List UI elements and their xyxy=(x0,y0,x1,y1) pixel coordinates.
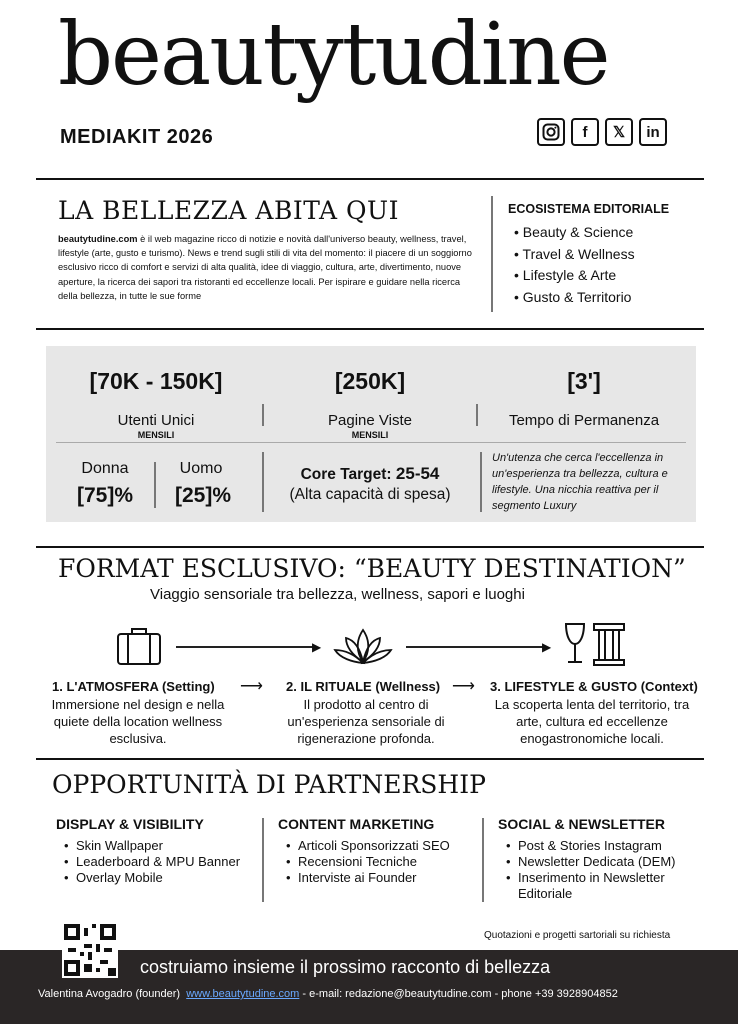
wine-column-icon xyxy=(562,620,628,668)
step-2-title: 2. IL RITUALE (Wellness) xyxy=(286,679,441,694)
list-item: • Newsletter Dedicata (DEM) xyxy=(506,854,706,870)
quote-note: Quotazioni e progetti sartoriali su richiesta xyxy=(484,930,671,941)
divider xyxy=(36,178,704,180)
time-label: Tempo di Permanenza xyxy=(508,412,660,429)
uomo-label: Uomo xyxy=(179,460,223,477)
divider xyxy=(480,452,482,512)
arrow-line xyxy=(406,646,546,648)
lotus-icon xyxy=(332,626,394,668)
intro-body: è il web magazine ricco di notizie e novità dall'universo beauty, wellness, travel, lifestyle (arte, gusto e turismo). News e trend sugli stili di vita del momento: il piacere di un soggiorno esclusivo ricco di comfort e servizi di alta qualità, idee di viaggio, cultura, arte, divertimento, nuove aperture, la ricerca dei sapori tra ristoranti ed eccellenze locali. Per ispirare e guidare nella ricerca della bellezza, in tutte le sue forme xyxy=(58,234,472,301)
ecosystem-title: ECOSISTEMA EDITORIALE xyxy=(508,202,670,216)
users-sub: MENSILI xyxy=(137,430,175,440)
divider xyxy=(36,328,704,330)
logo: beautytudine xyxy=(58,5,609,105)
social-title: SOCIAL & NEWSLETTER xyxy=(498,816,665,832)
list-item: • Articoli Sponsorizzati SEO xyxy=(286,838,476,854)
users-label: Utenti Unici xyxy=(117,412,195,429)
x-icon[interactable]: 𝕏 xyxy=(605,118,633,146)
donna-value: [75]% xyxy=(76,484,134,507)
list-item: • Overlay Mobile xyxy=(64,870,244,886)
display-list xyxy=(64,838,244,886)
display-title: DISPLAY & VISIBILITY xyxy=(56,816,204,832)
divider xyxy=(154,462,156,508)
divider xyxy=(482,818,484,902)
format-title: FORMAT ESCLUSIVO: “BEAUTY DESTINATION” xyxy=(58,554,686,583)
intro-title: LA BELLEZZA ABITA QUI xyxy=(58,196,399,225)
partnership-title: OPPORTUNITÀ DI PARTNERSHIP xyxy=(52,770,486,799)
pages-sub: MENSILI xyxy=(351,430,389,440)
core-value: 25-54 xyxy=(395,464,440,483)
format-subtitle: Viaggio sensoriale tra bellezza, wellness, sapori e luoghi xyxy=(150,586,525,603)
uomo-value: [25]% xyxy=(174,484,232,507)
divider xyxy=(491,196,493,312)
facebook-icon[interactable]: f xyxy=(571,118,599,146)
phone-text: - phone +39 3928904852 xyxy=(494,988,618,1000)
website-link[interactable]: www.beautytudine.com xyxy=(186,988,300,1000)
linkedin-icon[interactable]: in xyxy=(639,118,667,146)
divider xyxy=(262,452,264,512)
time-value: [3'] xyxy=(567,368,601,394)
users-value: [70K - 150K] xyxy=(89,368,223,394)
email-text[interactable]: - e-mail: redazione@beautytudine.com xyxy=(302,988,492,1000)
arrow-line xyxy=(176,646,316,648)
intro-text xyxy=(58,232,476,303)
step-3-text: La scoperta lenta del territorio, tra arte, cultura ed eccellenze enogastronomiche locali. xyxy=(494,697,690,746)
arrow-icon: ⟶ xyxy=(240,678,263,695)
step-1-title: 1. L'ATMOSFERA (Setting) xyxy=(52,679,215,694)
divider xyxy=(36,758,704,760)
suitcase-icon xyxy=(116,626,162,666)
core-sub: (Alta capacità di spesa) xyxy=(289,486,451,503)
step-1-text: Immersione nel design e nella quiete della location wellness esclusiva. xyxy=(51,697,225,746)
list-item: • Post & Stories Instagram xyxy=(506,838,706,854)
list-item: • Recensioni Tecniche xyxy=(286,854,476,870)
list-item: • Skin Wallpaper xyxy=(64,838,244,854)
pages-value: [250K] xyxy=(334,368,406,394)
arrow-icon: ⟶ xyxy=(452,678,475,695)
step-3-title: 3. LIFESTYLE & GUSTO (Context) xyxy=(490,679,698,694)
content-list xyxy=(286,838,476,886)
intro-site: beautytudine.com xyxy=(58,234,138,244)
list-item: • Interviste ai Founder xyxy=(286,870,476,886)
footer-contact xyxy=(38,988,618,1000)
donna-label: Donna xyxy=(81,460,129,477)
divider xyxy=(262,818,264,902)
list-item: • Gusto & Territorio xyxy=(514,287,635,309)
arrow-head-icon: ▶ xyxy=(542,640,552,654)
arrow-head-icon: ▶ xyxy=(312,640,322,654)
luxury-text: Un'utenza che cerca l'eccellenza in un'esperienza tra bellezza, cultura e lifestyle. Una nicchia reattiva per il segmento Luxury xyxy=(492,452,668,512)
divider xyxy=(56,442,686,443)
divider xyxy=(262,404,264,426)
instagram-icon[interactable] xyxy=(537,118,565,146)
pages-label: Pagine Viste xyxy=(328,412,412,429)
list-item: • Travel & Wellness xyxy=(514,244,635,266)
social-list xyxy=(506,838,706,902)
mediakit-title: MEDIAKIT 2026 xyxy=(60,126,214,148)
qr-code[interactable] xyxy=(62,922,118,978)
list-item: • Leaderboard & MPU Banner xyxy=(64,854,244,870)
ecosystem-list xyxy=(514,222,635,308)
divider xyxy=(36,546,704,548)
list-item: • Beauty & Science xyxy=(514,222,635,244)
footer-tagline: costruiamo insieme il prossimo racconto di bellezza xyxy=(140,957,551,977)
founder-name: Valentina Avogadro (founder) xyxy=(38,988,181,1000)
list-item: • Lifestyle & Arte xyxy=(514,265,635,287)
list-item: • Inserimento in Newsletter Editoriale xyxy=(506,870,706,902)
step-2-text: Il prodotto al centro di un'esperienza sensoriale di rigenerazione profonda. xyxy=(287,697,445,746)
core-label: Core Target: xyxy=(300,466,396,483)
core-target xyxy=(270,464,470,484)
divider xyxy=(476,404,478,426)
content-title: CONTENT MARKETING xyxy=(278,816,435,832)
social-icons xyxy=(537,118,667,148)
